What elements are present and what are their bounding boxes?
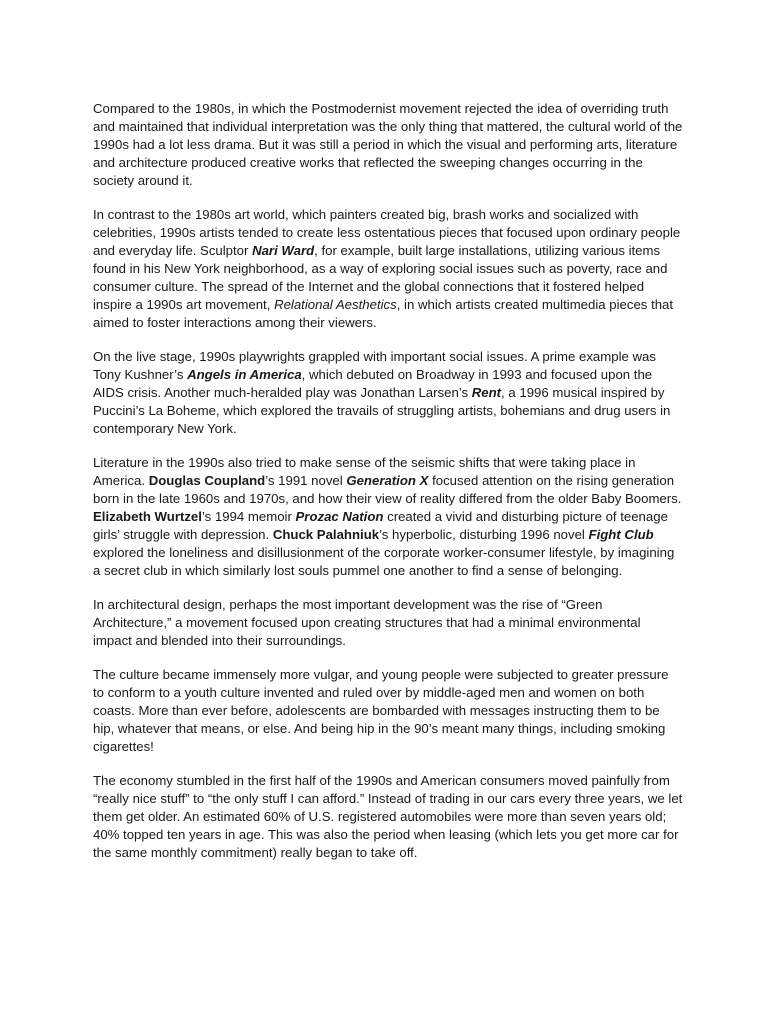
work-title: Rent [471,385,502,400]
paragraph [93,454,683,580]
work-title: Fight Club [588,527,654,542]
document-body [93,100,683,878]
paragraph [93,666,683,756]
work-title: Angels in America [187,367,302,382]
paragraph-text: , for example, built large installations, utilizing various items found in his New York neighborhood, as a way of exploring social issues such as poverty, race and consumer culture. The spread of the Internet and the global connections that it fostered helped inspire a 1990s art movement, [93,243,668,312]
paragraph-text: ’s 1991 novel [265,473,347,488]
bold-name: Elizabeth Wurtzel [93,509,202,524]
paragraph-text: , in which artists created multimedia pieces that aimed to foster interactions among their viewers. [93,297,674,330]
paragraph-text: , which debuted on Broadway in 1993 and focused upon the AIDS crisis. Another much-heralded play was Jonathan Larsen’s [93,367,653,400]
bold-name: Douglas Coupland [148,473,266,488]
paragraph-text: Compared to the 1980s, in which the Postmodernist movement rejected the idea of overriding truth and maintained that individual interpretation was the only thing that mattered, the cultural world of the 1990s had a lot less drama. But it was still a period in which the visual and performing arts, literature and architecture produced creative works that reflected the sweeping changes occurring in the society around it. [93,101,683,188]
work-title: Nari Ward [252,243,315,258]
paragraph-text: In architectural design, perhaps the most important development was the rise of “Green Architecture,” a movement focused upon creating structures that had a minimal environmental impact and blended into their surroundings. [93,597,641,648]
paragraph [93,596,683,650]
paragraph-text: , a 1996 musical inspired by Puccini’s La Boheme, which explored the travails of struggling artists, bohemians and drug users in contemporary New York. [93,385,671,436]
paragraph-text: On the live stage, 1990s playwrights grappled with important social issues. A prime example was Tony Kushner’s [93,349,656,382]
paragraph [93,772,683,862]
paragraph-text: explored the loneliness and disillusionment of the corporate worker-consumer lifestyle, by imagining a secret club in which similarly lost souls pummel one another to find a sense of belonging. [93,545,675,578]
work-title: Generation X [346,473,429,488]
paragraph-text: focused attention on the rising generation born in the late 1960s and 1970s, and how their view of reality differed from the older Baby Boomers. [93,473,682,506]
paragraph-text: ’s hyperbolic, disturbing 1996 novel [379,527,589,542]
paragraph [93,348,683,438]
paragraph [93,206,683,332]
paragraph-text: The culture became immensely more vulgar, and young people were subjected to greater pressure to conform to a youth culture invented and ruled over by middle-aged men and women on both coasts. More than ever before, adolescents are bombarded with messages instructing them to be hip, whatever that means, or else. And being hip in the 90’s meant many things, including smoking cigarettes! [93,667,669,754]
paragraph-text: created a vivid and disturbing picture of teenage girls’ struggle with depression. [93,509,668,542]
bold-name: Chuck Palahniuk [272,527,380,542]
paragraph-text: The economy stumbled in the first half of the 1990s and American consumers moved painfully from “really nice stuff” to “the only stuff I can afford.” Instead of trading in our cars every three years, we let them get older. An estimated 60% of U.S. registered automobiles were more than seven years old; 40% topped ten years in age. This was also the period when leasing (which lets you get more car for the same monthly commitment) really began to take off. [93,773,683,860]
work-title: Prozac Nation [295,509,384,524]
paragraph-text: Literature in the 1990s also tried to make sense of the seismic shifts that were taking place in America. [93,455,636,488]
paragraph [93,100,683,190]
italic-title: Relational Aesthetics [274,297,397,312]
paragraph-text: ’s 1994 memoir [201,509,296,524]
paragraph-text: In contrast to the 1980s art world, which painters created big, brash works and socialized with celebrities, 1990s artists tended to create less ostentatious pieces that focused upon ordinary people and everyday life. Sculptor [93,207,681,258]
